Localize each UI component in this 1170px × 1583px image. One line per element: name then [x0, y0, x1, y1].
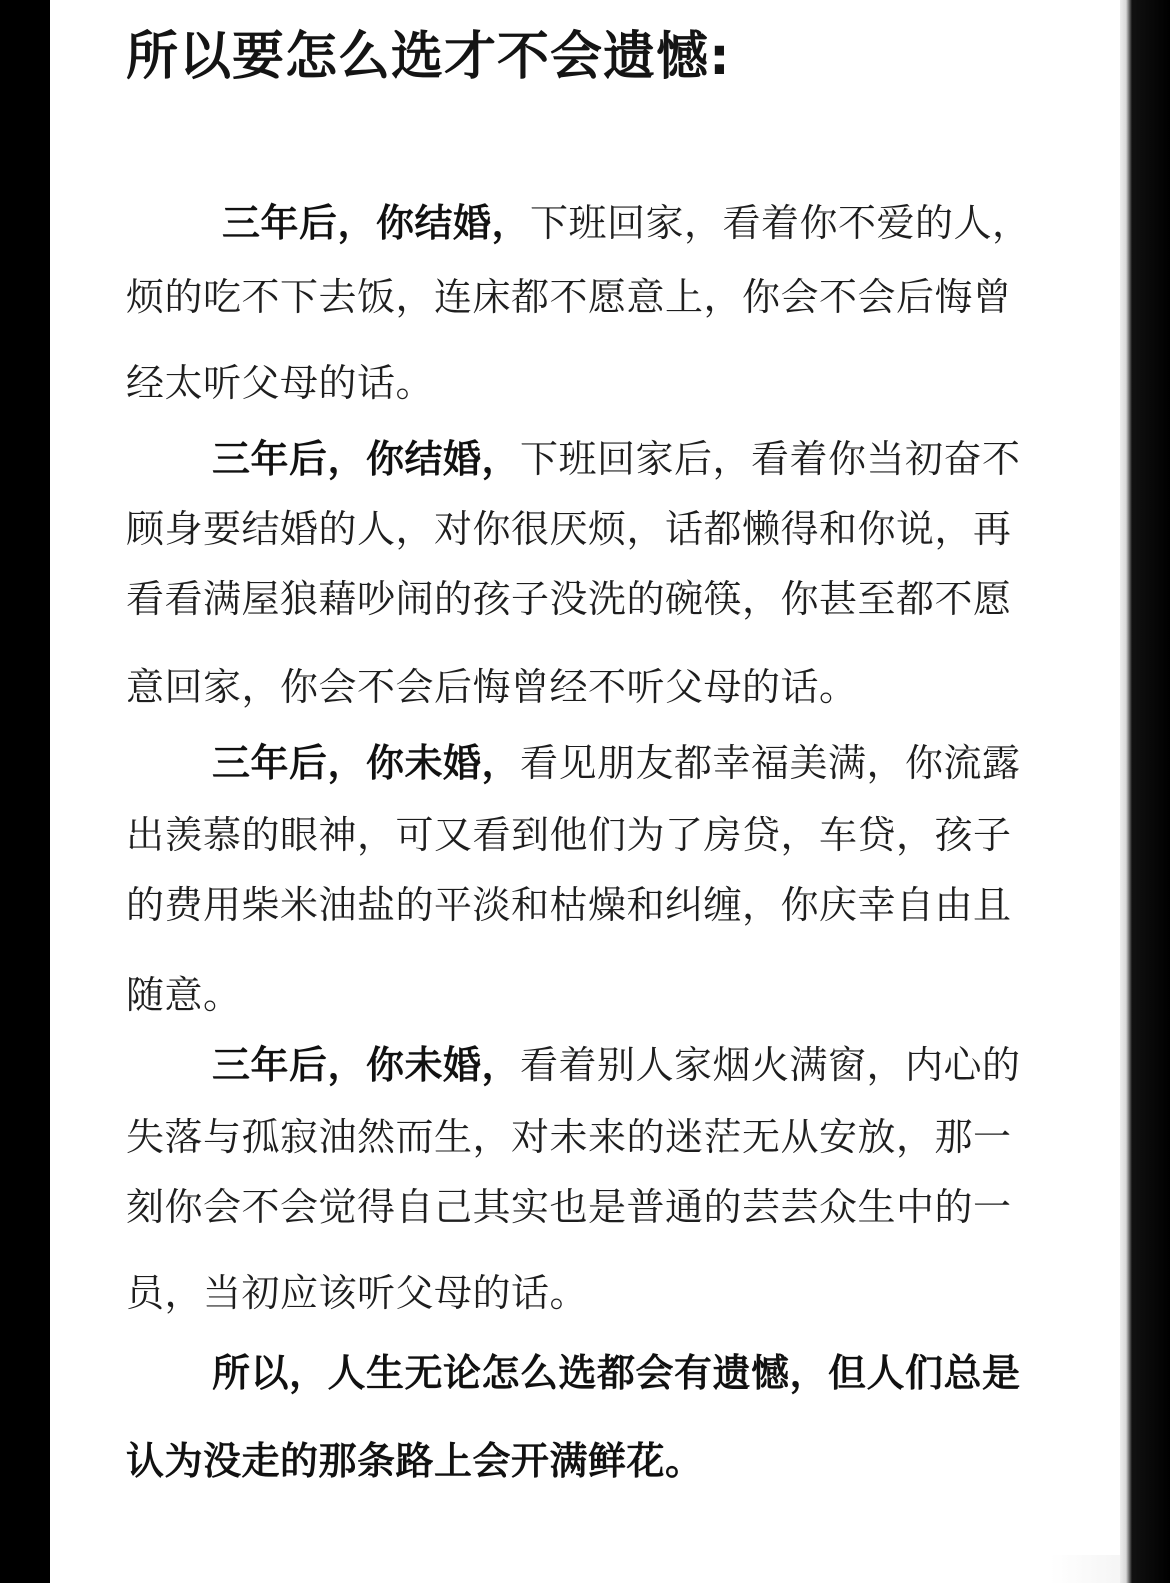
paragraph-2-line-2: 顾身要结婚的人，对你很厌烦，话都懒得和你说，再: [126, 507, 1012, 551]
paragraph-4-line-2: 失落与孤寂油然而生，对未来的迷茫无从安放，那一: [126, 1115, 1012, 1159]
document-page: [50, 0, 1120, 1583]
paragraph-2-line-1: 三年后，你结婚，下班回家后，看着你当初奋不: [212, 437, 1021, 481]
paragraph-4-line-4: 员，当初应该听父母的话。: [126, 1271, 589, 1315]
paragraph-4-lead: 三年后，你未婚，: [212, 1043, 521, 1087]
conclusion-line-1: 所以，人生无论怎么选都会有遗憾，但人们总是: [212, 1351, 1021, 1395]
right-border: [1120, 0, 1170, 1583]
paragraph-4-line-3: 刻你会不会觉得自己其实也是普通的芸芸众生中的一: [126, 1185, 1012, 1229]
paragraph-1-lead: 三年后，你结婚，: [222, 201, 531, 245]
page-title: 所以要怎么选才不会遗憾:: [126, 27, 731, 87]
paragraph-2-lead: 三年后，你结婚，: [212, 437, 521, 481]
paragraph-3-line-2: 出羡慕的眼神，可又看到他们为了房贷，车贷，孩子: [126, 813, 1012, 857]
paragraph-1-line-2: 烦的吃不下去饭，连床都不愿意上，你会不会后悔曾: [126, 275, 1012, 319]
paragraph-3-lead: 三年后，你未婚，: [212, 741, 521, 785]
paragraph-1-line-3: 经太听父母的话。: [126, 361, 435, 405]
paragraph-2-line-3: 看看满屋狼藉吵闹的孩子没洗的碗筷，你甚至都不愿: [126, 577, 1012, 621]
paragraph-3-line-1: 三年后，你未婚，看见朋友都幸福美满，你流露: [212, 741, 1021, 785]
paragraph-2-line-4: 意回家，你会不会后悔曾经不听父母的话。: [126, 665, 858, 709]
paragraph-3-line-3: 的费用柴米油盐的平淡和枯燥和纠缠，你庆幸自由且: [126, 883, 1012, 927]
paragraph-3-line-4: 随意。: [126, 973, 242, 1017]
conclusion-line-2: 认为没走的那条路上会开满鲜花。: [126, 1439, 704, 1483]
paragraph-4-line-1: 三年后，你未婚，看着别人家烟火满窗，内心的: [212, 1043, 1021, 1087]
paragraph-1-line-1: 三年后，你结婚，下班回家，看着你不爱的人，: [222, 201, 1031, 245]
